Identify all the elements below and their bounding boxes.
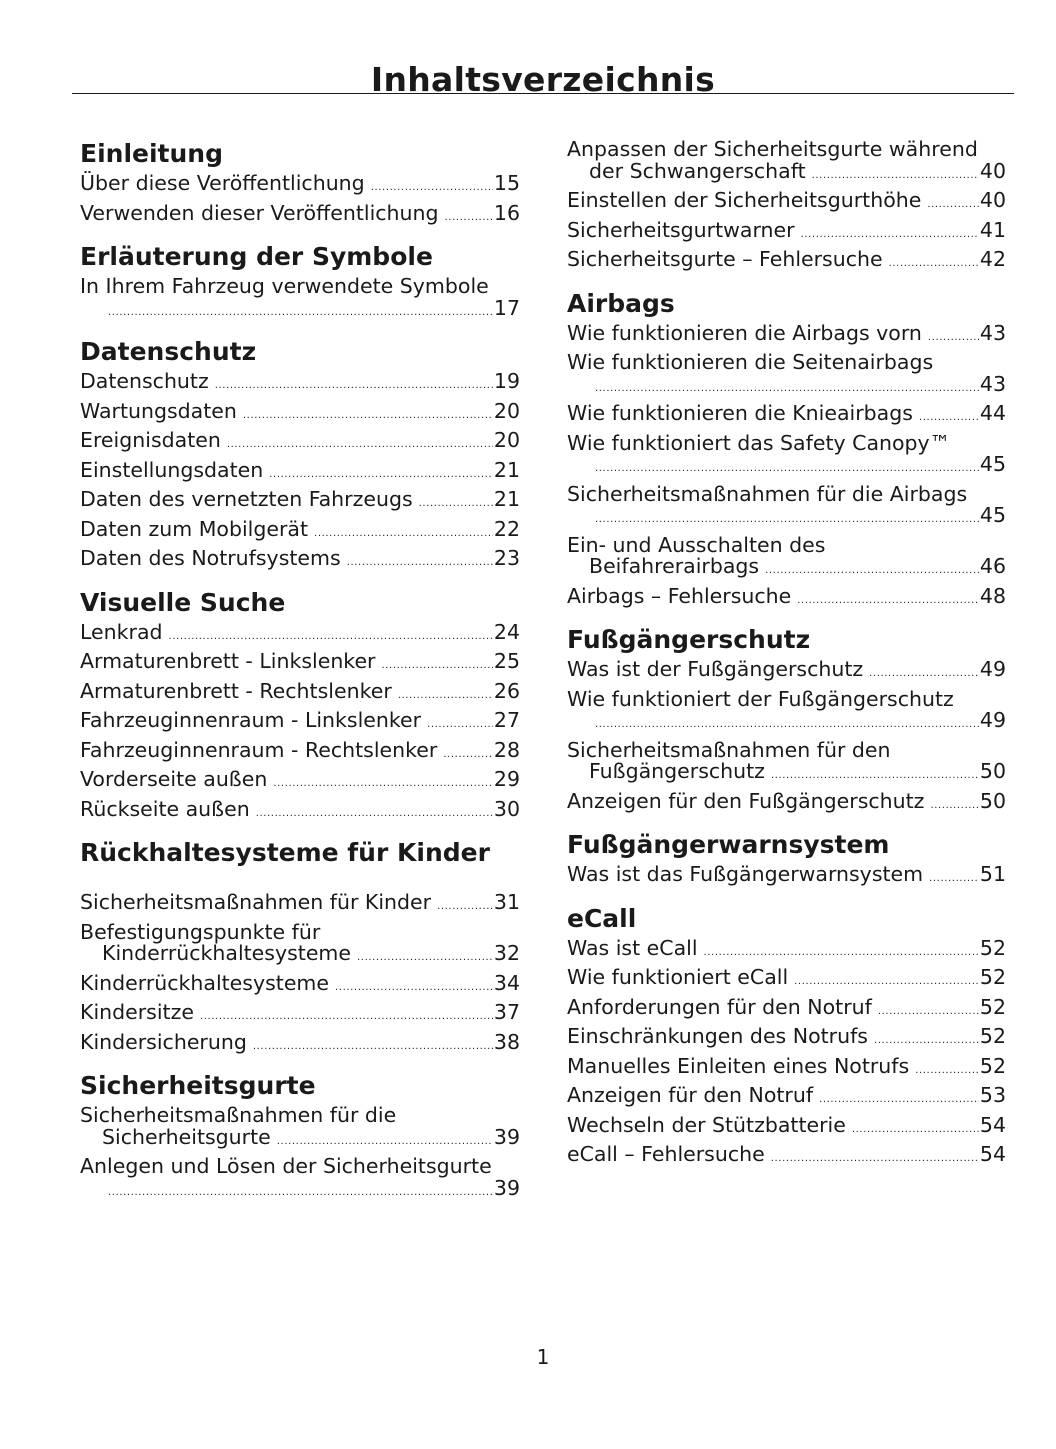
toc-page-number: 20 [493,428,520,452]
toc-entry-label: Fußgängerschutz [589,759,765,783]
toc-entry-label: Befestigungspunkte für [80,919,321,944]
toc-section-continued [567,139,1006,271]
toc-entry[interactable] [567,1085,1006,1107]
section-heading: eCall [567,903,637,933]
toc-entry-label: Verwenden dieser Veröffentlichung [80,200,439,225]
toc-entry-label: Was ist eCall [567,935,698,960]
toc-entry-label: Sicherheitsgurte – Fehlersuche [567,247,883,271]
toc-page-number: 19 [493,369,520,393]
toc-entry-label: Über diese Veröffentlichung [80,171,365,195]
dot-leader [243,411,493,421]
toc-entry-row [567,994,1006,1019]
toc-page-number: 50 [979,759,1006,783]
dot-leader [314,529,493,539]
toc-entry[interactable] [567,430,1006,476]
toc-entry[interactable] [80,398,520,423]
toc-entry-label: Anzeigen für den Fußgängerschutz [567,788,925,813]
toc-entry[interactable] [567,864,1006,886]
dot-leader [812,171,979,181]
dot-leader [269,470,493,480]
toc-entry-label: Was ist der Fußgängerschutz [567,657,864,681]
toc-entry[interactable] [80,200,520,225]
dot-leader [878,1007,979,1017]
section-heading: Sicherheitsgurte [80,1071,316,1100]
toc-entry-label: Sicherheitsgurtwarner [567,217,795,242]
toc-entry[interactable] [80,1156,520,1199]
toc-page-number: 16 [493,200,520,225]
toc-entry-label: Kindersicherung [80,1029,247,1054]
toc-entry-label: Wie funktionieren die Seitenairbags [567,350,934,374]
toc-entry[interactable] [80,276,520,319]
section-heading: Airbags [567,288,675,318]
toc-entry[interactable] [80,651,520,673]
toc-page-number: 43 [979,371,1006,396]
toc-entry[interactable] [80,489,520,511]
toc-entry[interactable] [567,320,1006,345]
dot-leader [794,977,979,987]
toc-entry-label: Vorderseite außen [80,767,268,791]
section-heading: Rückhaltesysteme für Kinder [80,838,490,867]
toc-page-number: 32 [493,941,520,965]
toc-entry[interactable] [567,352,1006,395]
toc-entry-row [567,788,1006,813]
toc-entry[interactable] [567,737,1006,783]
toc-entry[interactable] [80,371,520,393]
dot-leader [927,200,979,210]
toc-entry-label: Anpassen der Sicherheitsgurte während [567,137,978,161]
dot-leader [797,596,979,606]
section-heading: Fußgängerschutz [567,625,811,654]
toc-page-number: 45 [979,503,1006,527]
dot-leader [771,771,979,781]
toc-page-number: 17 [493,295,520,320]
toc-entry[interactable] [567,532,1006,578]
toc-entry-label: Kinderrückhaltesysteme [80,970,330,995]
dot-leader [382,661,493,671]
toc-entry[interactable] [80,548,520,570]
toc-entry-row [567,1085,1006,1107]
dot-leader [595,384,979,394]
toc-section-fussgaengerwarnsystem [567,830,1006,886]
toc-entry-label: Armaturenbrett - Rechtslenker [80,678,392,703]
toc-page-number: 15 [493,171,520,195]
toc-entry-label: Armaturenbrett - Linkslenker [80,649,376,673]
toc-entry-row [567,1144,1006,1166]
dot-leader [277,1137,493,1147]
toc-entry[interactable] [567,481,1006,527]
toc-entry[interactable] [567,1112,1006,1137]
toc-entry-row [80,548,520,570]
toc-entry[interactable] [567,935,1006,960]
toc-entry[interactable] [80,457,520,482]
toc-entry-row [80,489,520,511]
toc-entry-label: Wie funktioniert eCall [567,965,789,989]
toc-entry-row [567,935,1006,960]
toc-entry-row [80,173,520,195]
toc-section-erlaeuterung-der-symbole [80,242,520,319]
toc-entry-row [567,556,1006,578]
toc-page-number: 21 [493,457,520,482]
toc-entry-label: Daten zum Mobilgerät [80,516,309,541]
toc-entry[interactable] [80,516,520,541]
toc-page-number: 22 [493,516,520,541]
dot-leader [930,801,978,811]
toc-entry-label: Was ist das Fußgängerwarnsystem [567,862,924,886]
dot-leader [929,874,979,884]
toc-page-number: 52 [979,1024,1006,1048]
toc-entry[interactable] [567,1053,1006,1078]
toc-page-number: 28 [493,737,520,762]
dot-leader [256,809,493,819]
dot-leader [595,464,979,474]
toc-entry-label: Sicherheitsmaßnahmen für den [567,737,891,762]
toc-entry-label: Daten des Notrufsystems [80,546,341,570]
toc-entry[interactable] [80,970,520,995]
toc-page-number: 24 [493,619,520,644]
section-heading: Einleitung [80,139,223,168]
toc-entry-label: Fahrzeuginnenraum - Rechtslenker [80,737,438,762]
page-number: 1 [536,1345,550,1369]
toc-entry-label: Wie funktionieren die Knieairbags [567,401,913,425]
toc-entry[interactable] [80,919,520,965]
toc-page-number: 52 [979,935,1006,960]
toc-entry[interactable] [80,619,520,644]
toc-entry[interactable] [567,249,1006,271]
toc-entry[interactable] [80,173,520,195]
dot-leader [227,440,493,450]
dot-leader [801,230,979,240]
toc-entry[interactable] [80,678,520,703]
toc-entry-label: Anforderungen für den Notruf [567,994,872,1019]
toc-entry-label: Wartungsdaten [80,398,237,423]
toc-section-sicherheitsgurte [80,1071,520,1199]
toc-entry-label: Ereignisdaten [80,428,221,452]
toc-entry[interactable] [80,737,520,762]
section-heading: Erläuterung der Symbole [80,242,433,271]
toc-entry-label: Kindersitze [80,1000,194,1024]
dot-leader [419,499,493,509]
dot-leader [335,983,493,993]
toc-page-number: 37 [493,1000,520,1024]
toc-entry-row [567,403,1006,425]
toc-entry[interactable] [567,403,1006,425]
dot-leader [427,720,493,730]
toc-page-number: 46 [979,554,1006,578]
toc-column-right [567,139,1006,1184]
dot-leader [852,1125,979,1135]
dot-leader [915,1066,979,1076]
section-heading: Visuelle Suche [80,587,286,617]
toc-entry-label: Ein- und Ausschalten des [567,532,826,557]
page-title: Inhaltsverzeichnis [370,60,716,100]
toc-page-number: 25 [493,649,520,673]
toc-page-number: 52 [979,965,1006,989]
toc-page-number: 30 [493,796,520,821]
toc-entry-row [567,761,1006,783]
toc-entry[interactable] [80,1105,520,1148]
dot-leader [928,333,979,343]
toc-entry-row [80,970,520,995]
toc-page-number: 54 [979,1142,1006,1166]
dot-leader [347,558,493,568]
toc-page-number: 51 [979,862,1006,886]
toc-entry-label: Wie funktionieren die Airbags vorn [567,320,922,345]
toc-entry-label: Airbags – Fehlersuche [567,583,792,608]
section-heading: Datenschutz [80,337,257,366]
dot-leader [869,669,979,679]
dot-leader [889,259,979,269]
toc-page-number: 40 [979,188,1006,212]
toc-entry-row [80,430,520,452]
toc-entry[interactable] [80,892,520,914]
toc-entry-row [80,651,520,673]
toc-entry[interactable] [567,190,1006,212]
toc-entry-row [567,1026,1006,1048]
toc-entry-row [80,678,520,703]
toc-page-number: 52 [979,1053,1006,1078]
toc-page-number: 52 [979,994,1006,1019]
toc-page-number: 23 [493,546,520,570]
toc-entry-label: der Schwangerschaft [589,158,806,183]
toc-section-airbags [567,289,1006,608]
toc-page-number: 34 [493,970,520,995]
toc-entry-label: In Ihrem Fahrzeug verwendete Symbole [80,274,489,298]
toc-entry-row [80,1175,520,1200]
toc-page-number: 20 [493,398,520,423]
toc-entry[interactable] [80,1029,520,1054]
toc-entry-label: Lenkrad [80,619,163,644]
toc-section-datenschutz [80,337,520,570]
toc-page-number: 38 [493,1029,520,1054]
toc-entry-row [567,710,1006,732]
dot-leader [371,183,493,193]
toc-page-number: 41 [979,217,1006,242]
dot-leader [874,1036,979,1046]
toc-entry[interactable] [567,1144,1006,1166]
toc-entry-label: Wie funktioniert das Safety Canopy™ [567,430,951,455]
dot-leader [819,1095,979,1105]
dot-leader [398,691,493,701]
section-heading: Fußgängerwarnsystem [567,830,890,859]
toc-entry-row [80,710,520,732]
toc-entry[interactable] [80,430,520,452]
toc-entry[interactable] [80,710,520,732]
toc-entry-row [567,320,1006,345]
toc-entry[interactable] [567,967,1006,989]
toc-entry-row [567,659,1006,681]
toc-entry[interactable] [567,139,1006,182]
toc-entry-label: Beifahrerairbags [589,554,760,578]
toc-entry-label: Kinderrückhaltesysteme [102,941,352,965]
toc-entry[interactable] [567,1026,1006,1048]
toc-entry-label: Sicherheitsmaßnahmen für Kinder [80,890,432,914]
toc-entry-row [567,967,1006,989]
toc-entry-row [80,295,520,320]
toc-entry-row [567,505,1006,527]
toc-entry-row [567,864,1006,886]
dot-leader [437,902,493,912]
toc-entry-row [567,583,1006,608]
toc-entry-row [567,217,1006,242]
toc-entry-label: Fahrzeuginnenraum - Linkslenker [80,708,422,732]
toc-entry[interactable] [567,659,1006,681]
toc-section-fussgaengerschutz [567,625,1006,812]
toc-page-number: 27 [493,708,520,732]
toc-section-einleitung [80,139,520,224]
toc-entry-label: Einstellen der Sicherheitsgurthöhe [567,188,922,212]
toc-entry-label: eCall – Fehlersuche [567,1142,765,1166]
toc-entry-label: Rückseite außen [80,796,250,821]
toc-entry-label: Anlegen und Lösen der Sicherheitsgurte [80,1154,492,1178]
toc-entry-row [80,737,520,762]
toc-entry-row [80,371,520,393]
toc-entry[interactable] [567,788,1006,813]
toc-page-number: 39 [493,1124,520,1149]
toc-entry-row [567,1112,1006,1137]
dot-leader [108,1188,493,1198]
toc-entry[interactable] [567,994,1006,1019]
dot-leader [765,566,979,576]
toc-section-rueckhaltesysteme-fuer-kinder [80,838,520,1053]
toc-page-number: 54 [979,1112,1006,1137]
toc-entry-label: Sicherheitsmaßnahmen für die [80,1103,397,1127]
dot-leader [704,948,979,958]
dot-leader [357,953,493,963]
toc-entry[interactable] [567,686,1006,732]
toc-page-number: 43 [979,320,1006,345]
toc-entry-label: Wechseln der Stützbatterie [567,1112,846,1137]
toc-entry-label: Wie funktioniert der Fußgängerschutz [567,686,954,711]
toc-entry[interactable] [80,1002,520,1024]
toc-page-number: 50 [979,788,1006,813]
dot-leader [215,381,493,391]
toc-entry[interactable] [80,769,520,791]
toc-entry[interactable] [567,583,1006,608]
toc-entry-label: Einschränkungen des Notrufs [567,1024,868,1048]
title-divider [72,93,1014,94]
toc-page-number: 49 [979,708,1006,732]
toc-entry-row [80,1002,520,1024]
dot-leader [443,750,493,760]
toc-entry-label: Sicherheitsgurte [102,1124,271,1149]
toc-entry[interactable] [80,796,520,821]
toc-page-number: 53 [979,1083,1006,1107]
toc-entry-row [80,1029,520,1054]
toc-page-number: 44 [979,401,1006,425]
toc-entry-row [80,200,520,225]
toc-page-number: 48 [979,583,1006,608]
toc-entry-label: Anzeigen für den Notruf [567,1083,814,1107]
toc-entry-row [80,769,520,791]
toc-page-number: 39 [493,1175,520,1200]
dot-leader [595,720,979,730]
toc-page-number: 31 [493,890,520,914]
toc-entry-row [567,249,1006,271]
toc-entry-row [80,516,520,541]
toc-page-number: 40 [979,158,1006,183]
toc-entry-label: Sicherheitsmaßnahmen für die Airbags [567,481,968,506]
toc-entry-row [567,371,1006,396]
toc-entry-row [567,1053,1006,1078]
toc-entry-row [80,796,520,821]
toc-entry-row [567,158,1006,183]
dot-leader [445,213,493,223]
toc-column-left [80,139,520,1217]
toc-entry-row [80,619,520,644]
toc-page-number: 29 [493,767,520,791]
toc-entry-label: Einstellungsdaten [80,457,264,482]
toc-page-number: 21 [493,487,520,511]
toc-entry-label: Daten des vernetzten Fahrzeugs [80,487,413,511]
dot-leader [253,1042,493,1052]
toc-page-number: 49 [979,657,1006,681]
dot-leader [595,515,979,525]
toc-entry-row [567,454,1006,476]
toc-entry-label: Datenschutz [80,369,209,393]
dot-leader [108,308,493,318]
dot-leader [169,632,493,642]
toc-entry-row [80,398,520,423]
toc-page-number: 42 [979,247,1006,271]
toc-entry-row [80,943,520,965]
toc-entry-row [80,892,520,914]
dot-leader [771,1154,979,1164]
toc-entry-row [80,457,520,482]
dot-leader [200,1012,493,1022]
toc-entry[interactable] [567,217,1006,242]
toc-entry-label: Manuelles Einleiten eines Notrufs [567,1053,910,1078]
dot-leader [919,413,979,423]
toc-section-ecall [567,904,1006,1166]
dot-leader [273,779,493,789]
toc-page-number: 26 [493,678,520,703]
toc-entry-row [567,190,1006,212]
toc-section-visuelle-suche [80,588,520,821]
toc-page-number: 45 [979,452,1006,476]
toc-entry-row [80,1124,520,1149]
